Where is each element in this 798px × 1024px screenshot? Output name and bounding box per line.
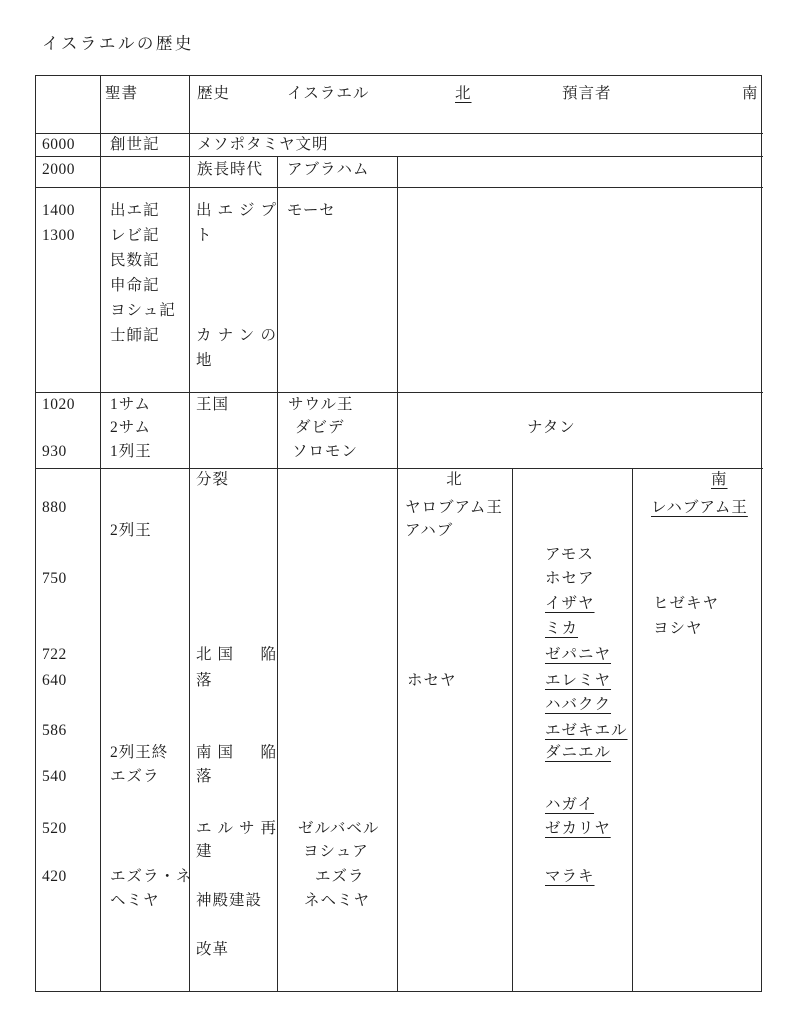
year-label: 640: [42, 672, 67, 689]
south-king: ヨシヤ: [653, 620, 703, 637]
year-label: 1400: [42, 202, 75, 219]
history-event: 改革: [196, 941, 230, 958]
column-header-history: 歴史: [197, 85, 231, 102]
north-king: ホセヤ: [407, 672, 457, 689]
israel-figure: エズラ: [315, 868, 365, 885]
bible-book: 士師記: [110, 327, 160, 344]
history-event: 落: [196, 672, 213, 689]
table-border-vertical: [512, 468, 513, 992]
israel-figure: ソロモン: [292, 443, 359, 460]
prophet-name: ミカ: [545, 620, 579, 637]
document-title: イスラエルの歴史: [42, 34, 194, 53]
prophet-name: ゼパニヤ: [545, 646, 612, 663]
history-event: 建: [196, 843, 213, 860]
bible-book: 1サム: [110, 396, 151, 413]
south-king: ヒゼキヤ: [653, 595, 720, 612]
history-event: 落: [196, 768, 213, 785]
south-column-title: 南: [711, 471, 728, 488]
bible-book: 出エ記: [110, 202, 160, 219]
israel-figure: アブラハム: [287, 161, 370, 178]
history-event: 神殿建設: [196, 892, 263, 909]
table-border-horizontal: [35, 187, 763, 188]
prophet-name: ハバクク: [545, 696, 612, 713]
north-king: アハブ: [405, 522, 454, 539]
table-border-horizontal: [35, 156, 763, 157]
history-event: エルサ再: [196, 820, 276, 837]
history-event: 北国 陥: [196, 646, 276, 663]
table-border-vertical: [632, 468, 633, 992]
history-event: 出エジプ: [196, 202, 276, 219]
israel-figure: ネヘミヤ: [304, 892, 371, 909]
year-label: 420: [42, 868, 67, 885]
bible-book: エズラ・ネ: [110, 868, 193, 885]
history-event: 王国: [196, 396, 230, 413]
year-label: 722: [42, 646, 67, 663]
history-event: カナンの: [196, 327, 276, 344]
bible-book: 2サム: [110, 419, 151, 436]
year-label: 1300: [42, 227, 75, 244]
year-label: 520: [42, 820, 67, 837]
history-event: 南国 陥: [196, 744, 276, 761]
table-border-vertical: [189, 75, 190, 992]
history-event: 族長時代: [197, 161, 264, 178]
table-border-vertical: [100, 75, 101, 992]
israel-figure: ゼルバベル: [298, 820, 380, 837]
year-label: 2000: [42, 161, 75, 178]
bible-book: ヘミヤ: [110, 892, 160, 909]
column-header-bible: 聖書: [105, 85, 139, 102]
history-event: メソポタミヤ文明: [197, 136, 329, 153]
israel-figure: ダビデ: [295, 419, 345, 436]
year-label: 586: [42, 722, 67, 739]
bible-book: 申命記: [110, 277, 160, 294]
year-label: 750: [42, 570, 67, 587]
israel-figure: モーセ: [287, 202, 336, 219]
south-king: レハブアム王: [651, 499, 748, 516]
history-event: ト: [196, 227, 213, 244]
bible-book: ヨシュ記: [110, 302, 176, 319]
prophet-name: イザヤ: [545, 595, 595, 612]
history-event: 地: [196, 352, 213, 369]
column-header-south: 南: [742, 85, 759, 102]
prophet-name: マラキ: [545, 868, 595, 885]
israel-figure: サウル王: [288, 396, 354, 413]
bible-book: 2列王: [110, 522, 152, 539]
prophet-name: ナタン: [527, 419, 576, 436]
bible-book: レビ記: [110, 227, 160, 244]
north-column-title: 北: [446, 471, 463, 488]
column-header-prophets: 預言者: [562, 85, 612, 102]
year-label: 930: [42, 443, 67, 460]
prophet-name: エレミヤ: [545, 672, 612, 689]
column-header-north: 北: [455, 85, 472, 102]
bible-book: エズラ: [110, 768, 160, 785]
prophet-name: アモス: [545, 546, 594, 563]
bible-book: 創世記: [110, 136, 160, 153]
prophet-name: ハガイ: [545, 796, 595, 813]
north-king: ヤロブアム王: [405, 499, 503, 516]
bible-book: 2列王終: [110, 744, 169, 761]
prophet-name: ホセア: [545, 570, 595, 587]
israel-figure: ヨシュア: [303, 843, 369, 860]
table-border-vertical: [277, 156, 278, 992]
year-label: 540: [42, 768, 67, 785]
prophet-name: エゼキエル: [545, 722, 628, 739]
history-event: 分裂: [196, 471, 230, 488]
column-header-israel: イスラエル: [287, 85, 370, 102]
prophet-name: ダニエル: [545, 744, 612, 761]
table-border-vertical: [397, 156, 398, 992]
prophet-name: ゼカリヤ: [545, 820, 611, 837]
bible-book: 民数記: [110, 252, 160, 269]
year-label: 880: [42, 499, 67, 516]
year-label: 1020: [42, 396, 75, 413]
bible-book: 1列王: [110, 443, 152, 460]
table-border-horizontal: [35, 392, 763, 393]
year-label: 6000: [42, 136, 75, 153]
